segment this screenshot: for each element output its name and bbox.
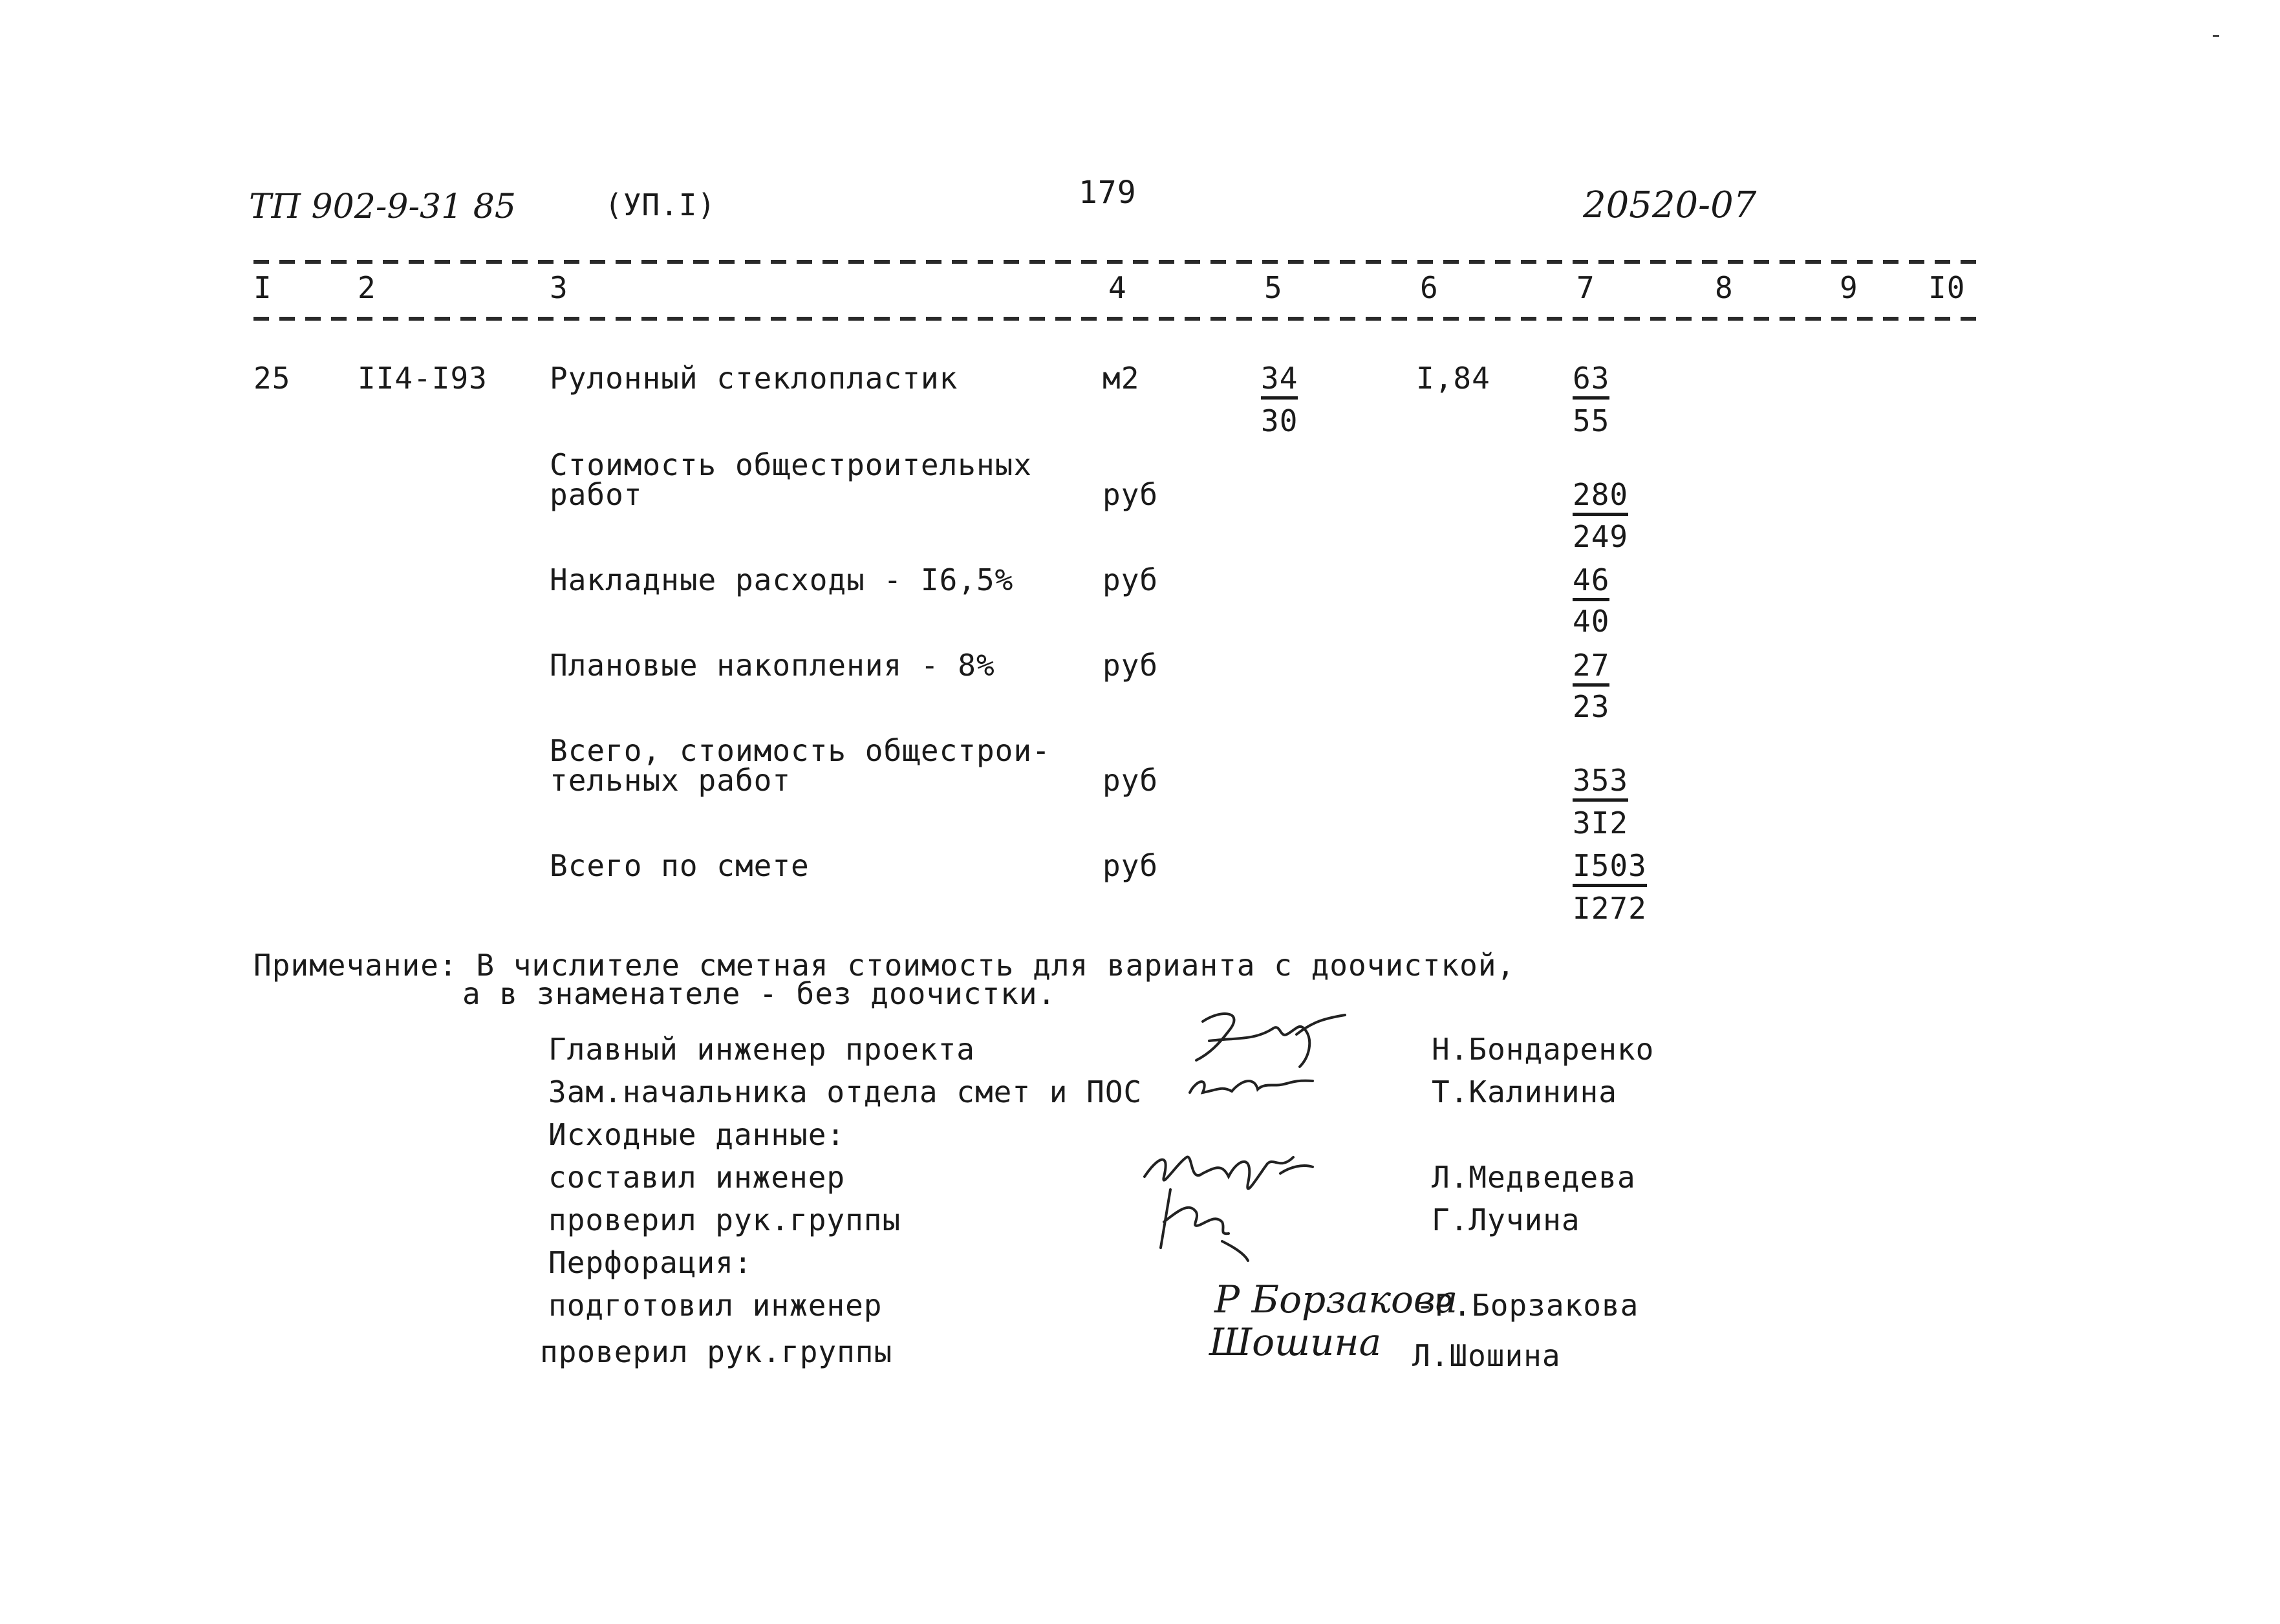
signoff-name: Л.Медведева [1432,1160,1636,1195]
signoff-name: -Р.Борзакова [1416,1288,1639,1323]
note-line1: Примечание: В числителе сметная стоимость для варианта с доочисткой, [253,948,1516,983]
signature-luchina [1151,1183,1261,1267]
column-header: I [253,270,272,305]
column-header: 2 [358,270,376,305]
signoff-section-heading: Исходные данные: [548,1117,846,1152]
signoff-name: Н.Бондаренко [1432,1032,1655,1067]
column-header: 5 [1264,270,1283,305]
item-name: Всего по смете [550,848,810,883]
total-denominator: 249 [1573,519,1629,554]
header-rule-top [253,260,1978,264]
unit-price: I,84 [1416,361,1490,396]
signoff-name: Г.Лучина [1432,1202,1580,1237]
signoff-role: составил инженер [548,1160,846,1195]
item-name: Накладные расходы - I6,5% [550,562,1014,597]
total-denominator: I272 [1573,891,1647,926]
album-reference: (УП.I) [605,187,716,222]
total-numerator-value: I503 [1573,848,1647,887]
total-numerator-value: 353 [1573,763,1628,802]
signature-kalinina [1183,1067,1326,1106]
total-denominator: 55 [1573,403,1610,438]
item-name-line2: работ [550,477,643,512]
total-numerator-value: 27 [1573,648,1609,687]
unit: руб [1102,562,1159,597]
signature-borzakova: Р Борзакова [1214,1277,1458,1321]
total-numerator [1573,848,1647,887]
project-reference: ТП 902-9-31 85 [249,187,516,226]
signoff-name: Л.Шошина [1412,1338,1561,1373]
row-number: 25 [253,361,291,396]
unit: м2 [1102,361,1140,396]
column-header: 9 [1840,270,1858,305]
column-header: 3 [550,270,568,305]
item-name-line1: Всего, стоимость общестрои- [550,733,1051,768]
document-code: 20520-07 [1583,184,1757,226]
signoff-section-heading: Перфорация: [548,1245,753,1280]
unit: руб [1102,848,1159,883]
signoff-role: проверил рук.группы [548,1202,901,1237]
item-code: II4-I93 [358,361,488,396]
column-header: I0 [1928,270,1966,305]
signoff-role: подготовил инженер [548,1288,883,1323]
column-header: 8 [1715,270,1734,305]
signature-bondarenko [1183,1002,1351,1073]
header-rule-bottom [253,317,1978,321]
unit: руб [1102,763,1159,798]
item-name: Плановые накопления - 8% [550,648,995,683]
total-numerator-value: 280 [1573,477,1628,516]
total-denominator: 23 [1573,689,1610,724]
total-denominator: 3I2 [1573,806,1629,840]
total-numerator-value: 63 [1573,361,1609,400]
signoff-role: Главный инженер проекта [548,1032,975,1067]
signoff-name: Т.Калинина [1432,1074,1617,1109]
signature-shoshina: Шошина [1209,1320,1382,1364]
quantity-numerator-value: 34 [1261,361,1298,400]
item-name-line1: Стоимость общестроительных [550,447,1033,482]
column-header: 6 [1420,270,1439,305]
total-numerator [1573,562,1609,601]
total-numerator-value: 46 [1573,562,1609,601]
signoff-role: Зам.начальника отдела смет и ПОС [548,1074,1143,1109]
total-numerator [1573,763,1628,802]
item-name-line2: тельных работ [550,763,791,798]
note-line2: а в знаменателе - без доочистки. [462,976,1057,1011]
total-numerator [1573,361,1609,400]
page-number: 179 [1079,175,1137,211]
signoff-role: проверил рук.группы [540,1334,893,1369]
total-numerator [1573,477,1628,516]
column-header: 7 [1576,270,1595,305]
scan-mark [2213,35,2219,37]
unit: руб [1102,648,1159,683]
unit: руб [1102,477,1159,512]
quantity-denominator: 30 [1261,403,1298,438]
total-denominator: 40 [1573,604,1610,639]
total-numerator [1573,648,1609,687]
item-name: Рулонный стеклопластик [550,361,958,396]
quantity-numerator [1261,361,1298,400]
column-header: 4 [1108,270,1127,305]
